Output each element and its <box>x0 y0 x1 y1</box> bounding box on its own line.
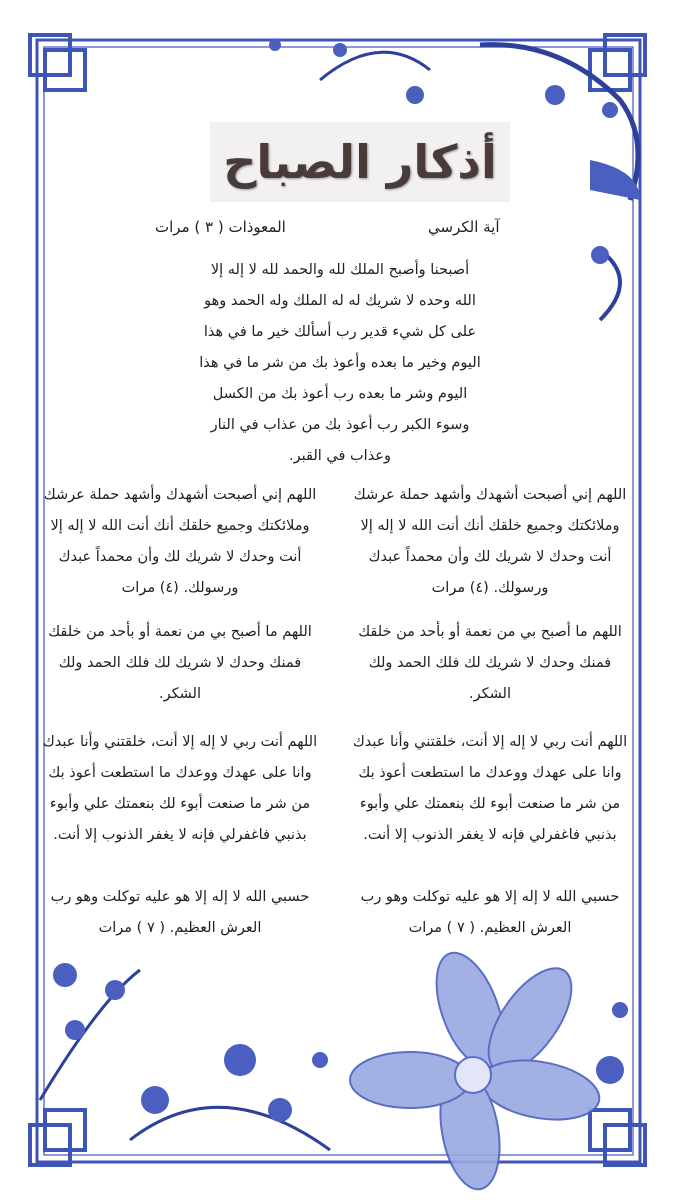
text-line: اللهم أنت ربي لا إله إلا أنت، خلقتني وأنا عبدك <box>352 734 628 750</box>
text-line: بذنبي فاغفرلي فإنه لا يغفر الذنوب إلا أنت. <box>53 827 307 843</box>
dhikr-block-left <box>30 882 330 944</box>
text-line: الله وحده لا شريك له له الملك وله الحمد وهو <box>204 293 476 309</box>
text-line: الشكر. <box>469 686 511 702</box>
page-title: أذكار الصباح <box>223 135 497 189</box>
text-line: وسوء الكبر رب أعوذ بك من عذاب في النار <box>210 417 470 433</box>
title-banner <box>210 122 510 202</box>
large-flower-icon <box>350 944 604 1194</box>
text-line: فمنك وحدك لا شريك لك فلك الحمد ولك <box>368 655 612 671</box>
text-line: اللهم إني أصبحت أشهدك وأشهد حملة عرشك <box>43 487 317 503</box>
subheading-muawwidhat: المعوذات ( ٣ ) مرات <box>155 218 286 236</box>
dhikr-block-right <box>340 617 640 710</box>
text-line: وملائكتك وجميع خلقك أنك أنت الله لا إله إلا <box>50 518 310 534</box>
text-line: اللهم أنت ربي لا إله إلا أنت، خلقتني وأنا عبدك <box>42 734 318 750</box>
text-line: من شر ما صنعت أبوء لك بنعمتك علي وأبوء <box>49 796 311 812</box>
text-line: أنت وحدك لا شريك لك وأن محمداً عبدك <box>368 549 612 565</box>
dhikr-block-left <box>30 617 330 710</box>
dhikr-block-right <box>340 480 640 604</box>
text-line: وانا على عهدك ووعدك ما استطعت أعوذ بك <box>48 765 312 781</box>
text-line: العرش العظيم. ( ٧ ) مرات <box>98 920 262 936</box>
text-line: اللهم ما أصبح بي من نعمة أو بأحد من خلقك <box>358 624 622 640</box>
subheading-ayat-alkursi: آية الكرسي <box>428 218 500 236</box>
text-line: وانا على عهدك ووعدك ما استطعت أعوذ بك <box>358 765 622 781</box>
text-line: اللهم إني أصبحت أشهدك وأشهد حملة عرشك <box>353 487 627 503</box>
text-line: العرش العظيم. ( ٧ ) مرات <box>408 920 572 936</box>
text-line: من شر ما صنعت أبوء لك بنعمتك علي وأبوء <box>359 796 621 812</box>
text-line: بذنبي فاغفرلي فإنه لا يغفر الذنوب إلا أنت. <box>363 827 617 843</box>
text-line: الشكر. <box>159 686 201 702</box>
text-line: أصبحنا وأصبح الملك لله والحمد لله لا إله إلا <box>210 262 470 278</box>
dhikr-block-left <box>30 480 330 604</box>
text-line: اليوم وخير ما بعده وأعوذ بك من شر ما في هذا <box>199 355 481 371</box>
center-paragraph <box>140 255 540 472</box>
text-line: حسبي الله لا إله إلا هو عليه توكلت وهو رب <box>50 889 310 905</box>
dhikr-block-left <box>30 727 330 851</box>
text-line: ورسولك. (٤) مرات <box>121 580 239 596</box>
text-line: على كل شيء قدير رب أسألك خير ما في هذا <box>203 324 477 340</box>
text-line: اللهم ما أصبح بي من نعمة أو بأحد من خلقك <box>48 624 312 640</box>
text-line: أنت وحدك لا شريك لك وأن محمداً عبدك <box>58 549 302 565</box>
text-line: ورسولك. (٤) مرات <box>431 580 549 596</box>
text-line: حسبي الله لا إله إلا هو عليه توكلت وهو رب <box>360 889 620 905</box>
dhikr-block-right <box>340 727 640 851</box>
text-line: اليوم وشر ما بعده رب أعوذ بك من الكسل <box>212 386 468 402</box>
text-line: وعذاب في القبر. <box>289 448 391 464</box>
dhikr-block-right <box>340 882 640 944</box>
text-line: وملائكتك وجميع خلقك أنك أنت الله لا إله إلا <box>360 518 620 534</box>
text-line: فمنك وحدك لا شريك لك فلك الحمد ولك <box>58 655 302 671</box>
